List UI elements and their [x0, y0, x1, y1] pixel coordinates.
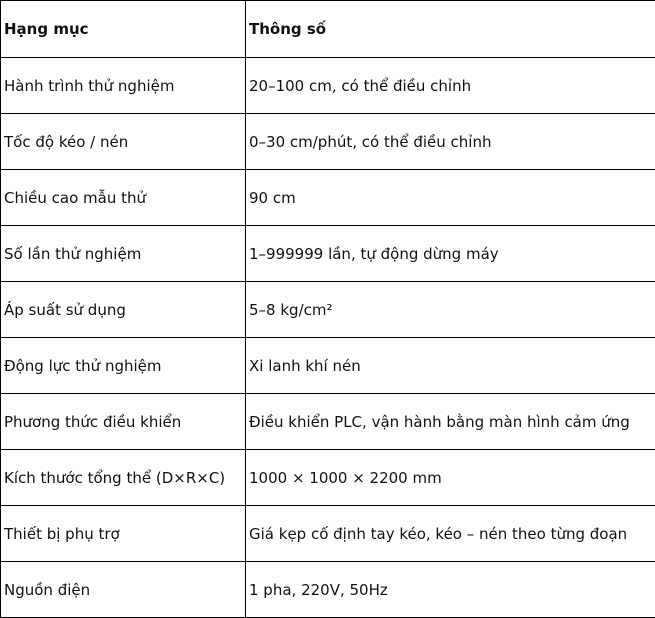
table-row: [1, 170, 655, 226]
table-row: [1, 226, 655, 282]
table-row: [1, 58, 655, 114]
row-value: 1 pha, 220V, 50Hz: [246, 562, 655, 618]
row-label: Thiết bị phụ trợ: [1, 506, 246, 562]
row-value: 5–8 kg/cm²: [246, 282, 655, 338]
header-item: Hạng mục: [1, 1, 246, 58]
row-label: Kích thước tổng thể (D×R×C): [1, 450, 246, 506]
header-spec: Thông số: [246, 1, 655, 58]
table-row: [1, 450, 655, 506]
table-row: [1, 338, 655, 394]
row-label: Nguồn điện: [1, 562, 246, 618]
row-value: 1–999999 lần, tự động dừng máy: [246, 226, 655, 282]
table-row: [1, 114, 655, 170]
row-value: 90 cm: [246, 170, 655, 226]
table-header-row: [1, 1, 655, 58]
row-label: Số lần thử nghiệm: [1, 226, 246, 282]
row-label: Áp suất sử dụng: [1, 282, 246, 338]
row-label: Chiều cao mẫu thử: [1, 170, 246, 226]
table-row: [1, 282, 655, 338]
row-value: Điều khiển PLC, vận hành bằng màn hình cảm ứng: [246, 394, 655, 450]
row-label: Hành trình thử nghiệm: [1, 58, 246, 114]
table-row: [1, 394, 655, 450]
row-value: Xi lanh khí nén: [246, 338, 655, 394]
row-value: 0–30 cm/phút, có thể điều chỉnh: [246, 114, 655, 170]
row-label: Động lực thử nghiệm: [1, 338, 246, 394]
table-row: [1, 506, 655, 562]
row-value: Giá kẹp cố định tay kéo, kéo – nén theo từng đoạn: [246, 506, 655, 562]
row-label: Phương thức điều khiển: [1, 394, 246, 450]
row-value: 20–100 cm, có thể điều chỉnh: [246, 58, 655, 114]
row-value: 1000 × 1000 × 2200 mm: [246, 450, 655, 506]
row-label: Tốc độ kéo / nén: [1, 114, 246, 170]
table-row: [1, 562, 655, 618]
